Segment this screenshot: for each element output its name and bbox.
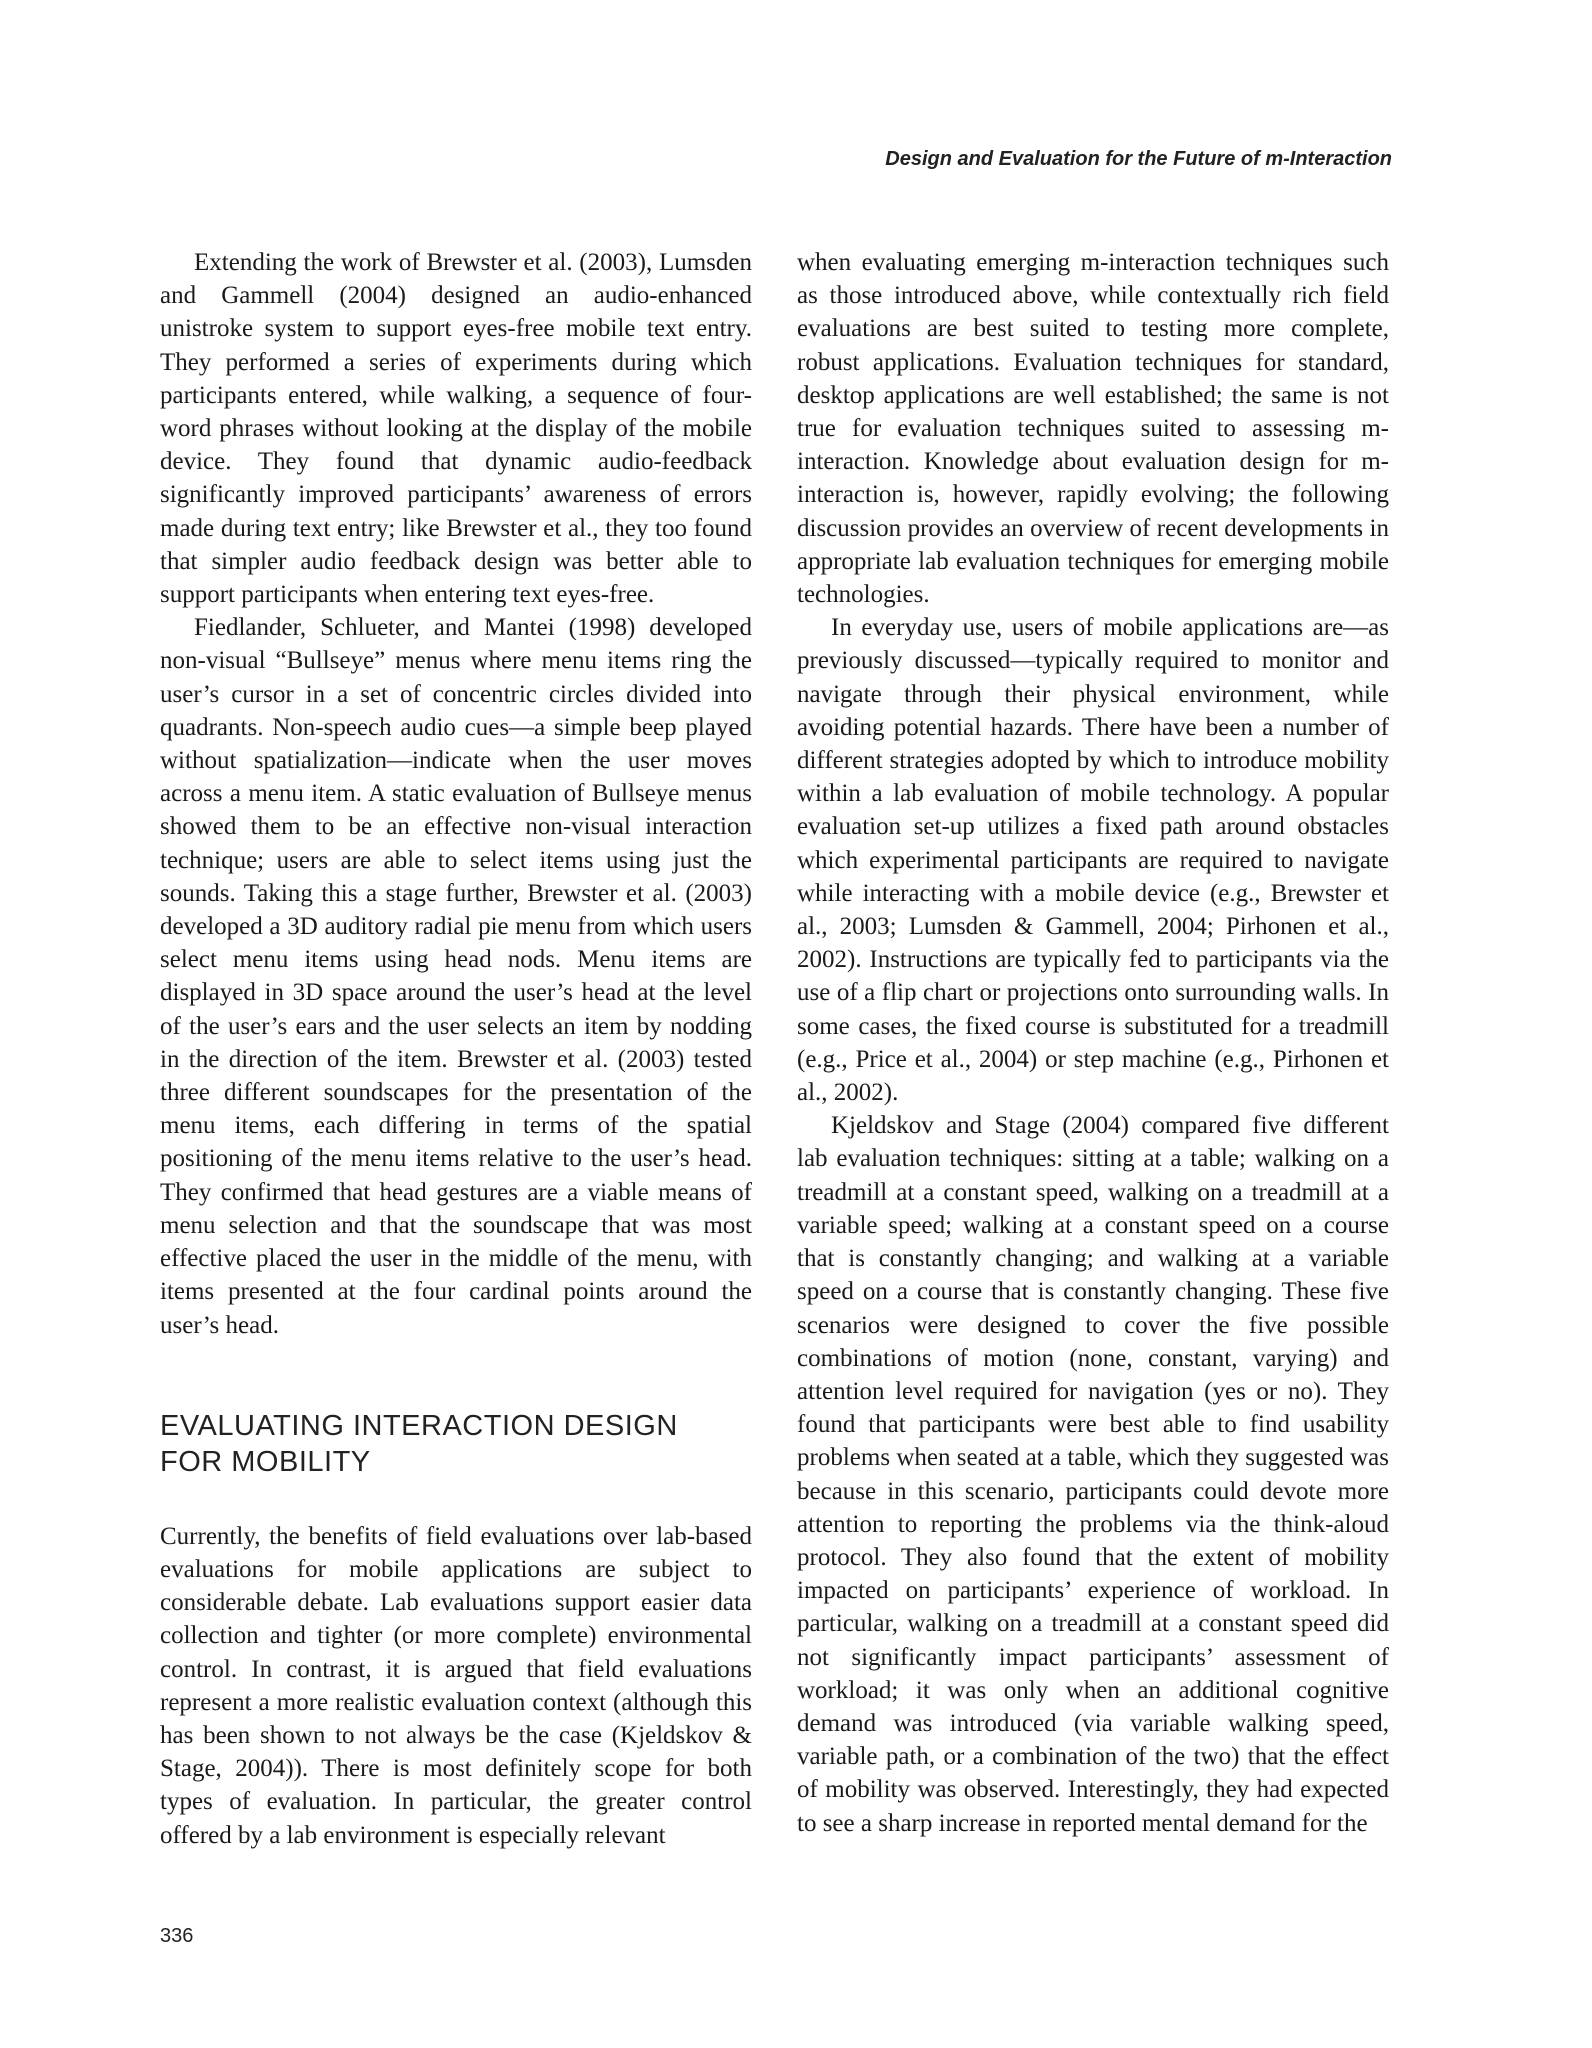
section-heading [160,1408,752,1480]
right-column [797,246,1389,1840]
left-paragraph-1: Extending the work of Brewster et al. (2003), Lumsden and Gammell (2004) designed an audio-enhanced unistroke system to support eyes-free mobile text entry. They performed a series of experiments during which participants entered, while walking, a sequence of four-word phrases without looking at the display of the mobile device. They found that dynamic audio-feedback significantly improved participants’ awareness of errors made during text entry; like Brewster et al., they too found that simpler audio feedback design was better able to support participants when entering text eyes-free. [160,249,752,609]
section-heading-line-1: EVALUATING INTERACTION DESIGN [160,1409,678,1442]
running-header: Design and Evaluation for the Future of m-Interaction [885,148,1392,170]
right-paragraph-1: when evaluating emerging m-interaction techniques such as those introduced above, while contextually rich field evaluations are best suited to testing more complete, robust applications. Evaluation techniques for standard, desktop applications are well established; the same is not true for evaluation techniques suited to assessing m-interaction. Knowledge about evaluation design for m-interaction is, however, rapidly evolving; the following discussion provides an overview of recent developments in appropriate lab evaluation techniques for emerging mobile technologies. [797,249,1389,609]
left-paragraph-3: Currently, the benefits of field evaluations over lab-based evaluations for mobile applications are subject to considerable debate. Lab evaluations support easier data collection and tighter (or more complete) environmental control. In contrast, it is argued that field evaluations represent a more realistic evaluation context (although this has been shown to not always be the case (Kjeldskov & Stage, 2004)). There is most definitely scope for both types of evaluation. In particular, the greater control offered by a lab environment is especially relevant [160,1522,752,1849]
right-paragraph-2: In everyday use, users of mobile applications are—as previously discussed—typically required to monitor and navigate through their physical environment, while avoiding potential hazards. There have been a number of different strategies adopted by which to introduce mobility within a lab evaluation of mobile technology. A popular evaluation set-up utilizes a fixed path around obstacles which experimental participants are required to navigate while interacting with a mobile device (e.g., Brewster et al., 2003; Lumsden & Gammell, 2004; Pirhonen et al., 2002). Instructions are typically fed to participants via the use of a flip chart or projections onto surrounding walls. In some cases, the fixed course is substituted for a treadmill (e.g., Price et al., 2004) or step machine (e.g., Pirhonen et al., 2002). [797,614,1389,1107]
left-paragraph-2: Fiedlander, Schlueter, and Mantei (1998) developed non-visual “Bullseye” menus where menu items ring the user’s cursor in a set of concentric circles divided into quadrants. Non-speech audio cues—a simple beep played without spatialization—indicate when the user moves across a menu item. A static evaluation of Bullseye menus showed them to be an effective non-visual interaction technique; users are able to select items using just the sounds. Taking this a stage further, Brewster et al. (2003) developed a 3D auditory radial pie menu from which users select menu items using head nods. Menu items are displayed in 3D space around the user’s head at the level of the user’s ears and the user selects an item by nodding in the direction of the item. Brewster et al. (2003) tested three different soundscapes for the presentation of the menu items, each differing in terms of the spatial positioning of the menu items relative to the user’s head. They confirmed that head gestures are a viable means of menu selection and that the soundscape that was most effective placed the user in the middle of the menu, with items presented at the four cardinal points around the user’s head. [160,614,752,1339]
right-paragraph-3: Kjeldskov and Stage (2004) compared five different lab evaluation techniques: sitting at a table; walking on a treadmill at a constant speed, walking on a treadmill at a variable speed; walking at a constant speed on a course that is constantly changing; and walking at a variable speed on a course that is constantly changing. These five scenarios were designed to cover the five possible combinations of motion (none, constant, varying) and attention level required for navigation (yes or no). They found that participants were best able to find usability problems when seated at a table, which they suggested was because in this scenario, participants could devote more attention to reporting the problems via the think-aloud protocol. They also found that the extent of mobility impacted on participants’ experience of workload. In particular, walking on a treadmill at a constant speed did not significantly impact participants’ assessment of workload; it was only when an additional cognitive demand was introduced (via variable walking speed, variable path, or a combination of the two) that the effect of mobility was observed. Interestingly, they had expected to see a sharp increase in reported mental demand for the [797,1112,1389,1837]
section-heading-line-2: FOR MOBILITY [160,1445,371,1478]
left-column [160,246,752,1852]
page-number: 336 [160,1925,194,1947]
